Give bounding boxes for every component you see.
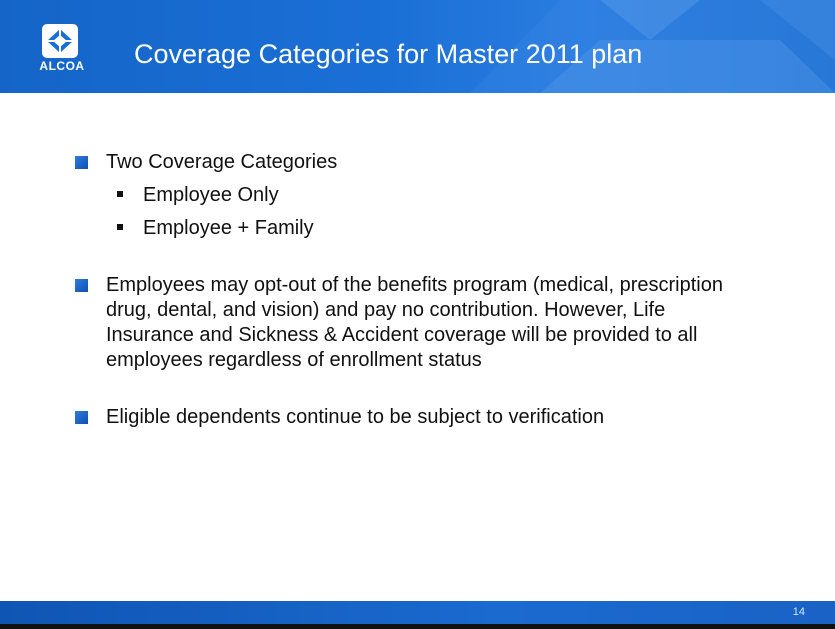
page-number: 14 [792,606,805,618]
bullet-text-line: Employees may opt-out of the benefits program (medical, prescription [106,274,723,296]
bullet-marker [75,156,88,169]
sub-bullet-marker [117,224,123,230]
sub-bullet-marker [117,191,123,197]
bullet-text: Eligible dependents continue to be subject to verification [106,406,605,428]
bullet-text-line: Insurance and Sickness & Accident coverage will be provided to all [106,324,698,346]
bullet-text: Two Coverage Categories [106,151,338,173]
bullet-marker [75,411,88,424]
bullet-text-line: employees regardless of enrollment status [106,349,482,371]
bottom-border [0,624,835,629]
sub-bullet-text: Employee + Family [143,217,314,239]
sub-bullet-text: Employee Only [143,184,279,206]
footer-band [0,601,835,624]
bullet-text-line: drug, dental, and vision) and pay no contribution. However, Life [106,299,666,321]
bullet-marker [75,279,88,292]
logo-text: ALCOA [39,59,85,73]
slide-title: Coverage Categories for Master 2011 plan [134,39,643,69]
